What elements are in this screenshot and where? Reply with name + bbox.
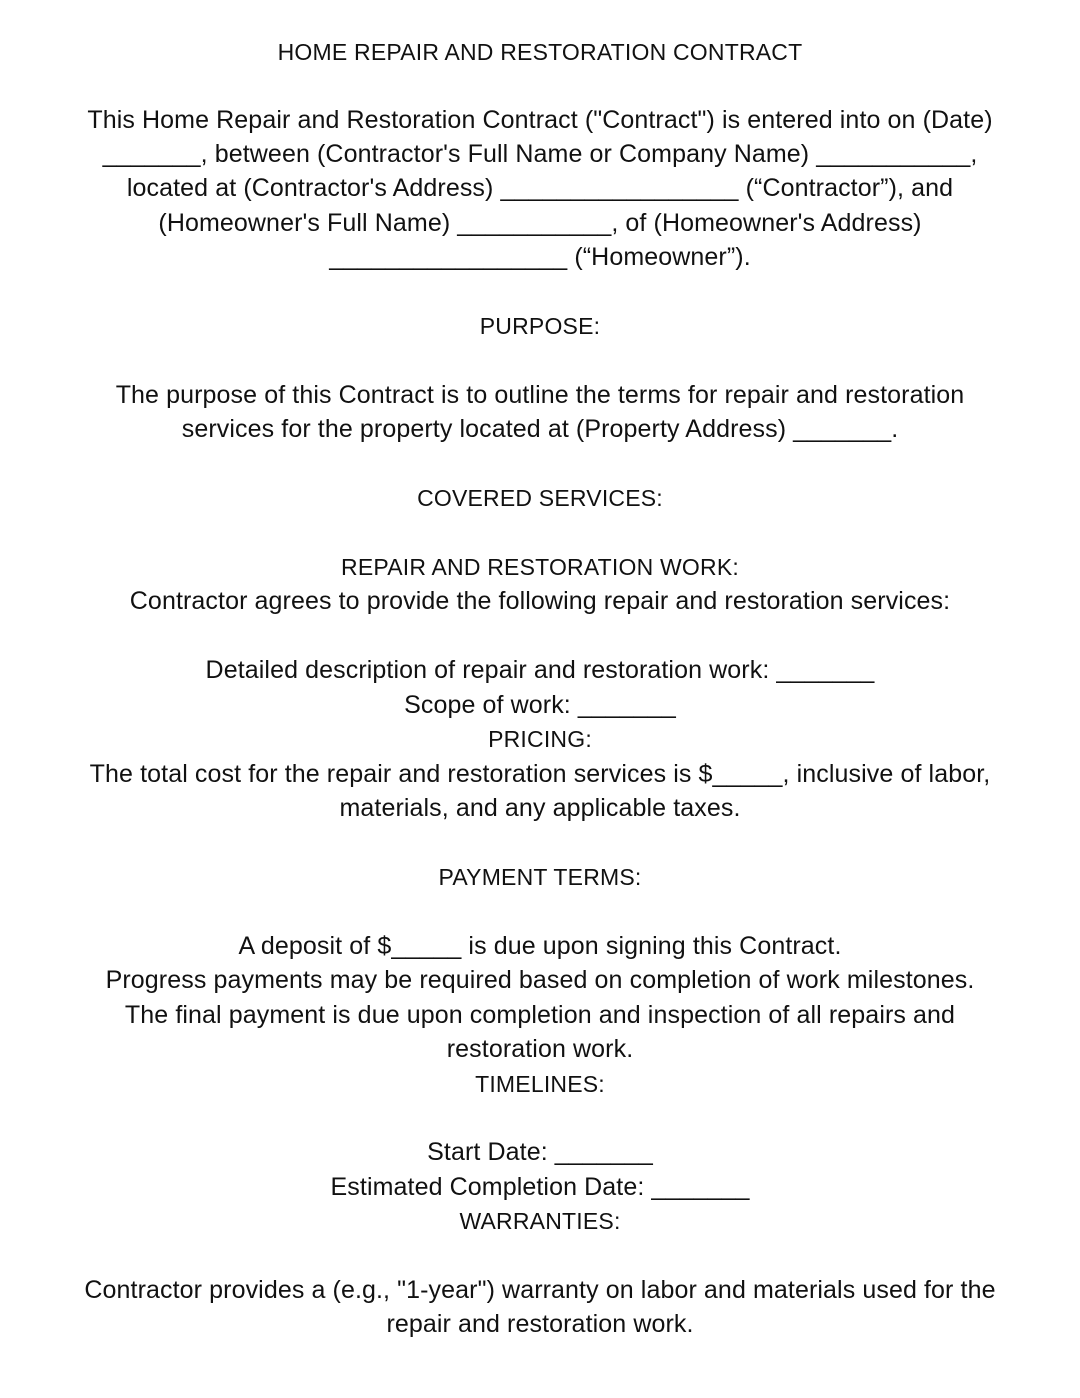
intro-line: This Home Repair and Restoration Contract ("Contract") is entered into on (Date) bbox=[87, 106, 993, 134]
intro-line: (Homeowner's Full Name) ___________, of (Homeowner's Address) bbox=[158, 209, 922, 237]
payment-terms-line: The final payment is due upon completion and inspection of all repairs and bbox=[124, 1001, 956, 1029]
intro-line: _______, between (Contractor's Full Name or Company Name) ___________, bbox=[102, 140, 978, 168]
warranties-heading: WARRANTIES: bbox=[459, 1208, 621, 1234]
intro-line: _________________ (“Homeowner”). bbox=[329, 243, 751, 271]
warranties-line: repair and restoration work. bbox=[386, 1310, 694, 1338]
repair-work-line: Contractor agrees to provide the following repair and restoration services: bbox=[129, 587, 951, 615]
timelines-heading: TIMELINES: bbox=[475, 1071, 605, 1097]
pricing-heading: PRICING: bbox=[488, 726, 592, 752]
pricing-line: materials, and any applicable taxes. bbox=[339, 794, 741, 822]
warranties-line: Contractor provides a (e.g., "1-year") warranty on labor and materials used for the bbox=[84, 1276, 996, 1304]
payment-terms-line: A deposit of $_____ is due upon signing this Contract. bbox=[238, 932, 842, 960]
payment-terms-line: restoration work. bbox=[446, 1035, 634, 1063]
covered-services-heading: COVERED SERVICES: bbox=[417, 485, 663, 511]
purpose-heading: PURPOSE: bbox=[479, 313, 601, 339]
purpose-line: services for the property located at (Property Address) _______. bbox=[181, 415, 899, 443]
timelines-line: Estimated Completion Date: _______ bbox=[330, 1173, 750, 1201]
repair-work-heading: REPAIR AND RESTORATION WORK: bbox=[341, 554, 739, 580]
repair-work-line: Detailed description of repair and restoration work: _______ bbox=[205, 656, 875, 684]
intro-line: located at (Contractor's Address) _________________ (“Contractor”), and bbox=[126, 174, 954, 202]
purpose-line: The purpose of this Contract is to outline the terms for repair and restoration bbox=[115, 381, 965, 409]
payment-terms-heading: PAYMENT TERMS: bbox=[438, 864, 642, 890]
document-title: HOME REPAIR AND RESTORATION CONTRACT bbox=[277, 39, 803, 65]
payment-terms-line: Progress payments may be required based on completion of work milestones. bbox=[105, 966, 975, 994]
pricing-line: The total cost for the repair and restoration services is $_____, inclusive of labor, bbox=[89, 760, 991, 788]
repair-work-line: Scope of work: _______ bbox=[404, 691, 676, 719]
timelines-line: Start Date: _______ bbox=[427, 1138, 653, 1166]
